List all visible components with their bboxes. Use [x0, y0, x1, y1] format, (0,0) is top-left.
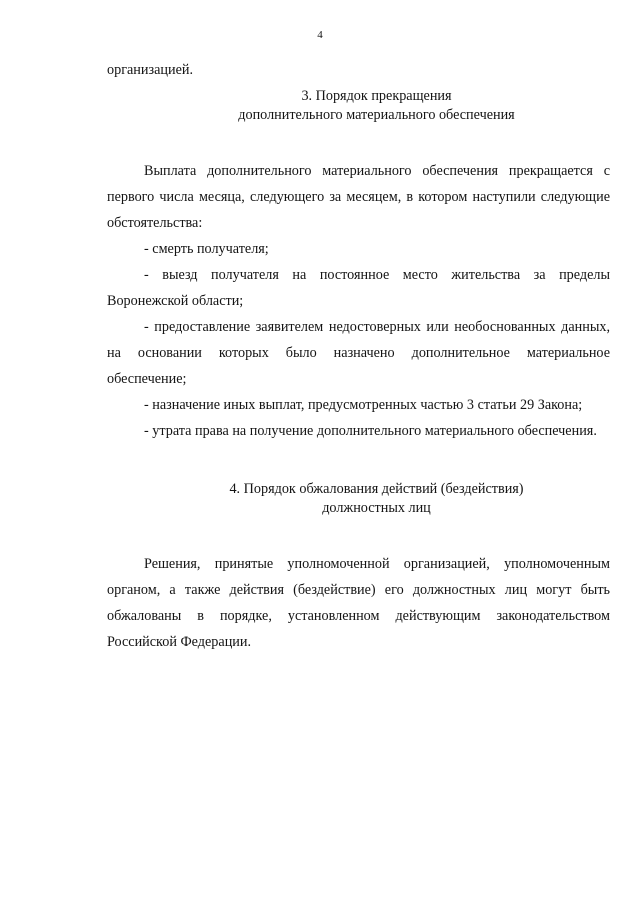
list-item: - утрата права на получение дополнительного материального обеспечения.: [144, 423, 597, 439]
list-item: - выезд получателя на постоянное место жительства за пределы Воронежской области;: [107, 267, 610, 309]
page-number: 4: [317, 29, 323, 41]
section-4-heading-line1: 4. Порядок обжалования действий (бездействия): [229, 481, 524, 497]
document-body: [107, 57, 610, 655]
section-3-heading: [107, 87, 610, 125]
list-item: - смерть получателя;: [144, 241, 269, 257]
section-3-heading-line1: 3. Порядок прекращения: [301, 88, 452, 104]
section-3-heading-line2: дополнительного материального обеспечения: [238, 107, 515, 123]
section-4-text: Решения, принятые уполномоченной организацией, уполномоченным органом, а также действия (бездействие) его должностных лиц могут быть обжалованы в порядке, установленном действующим законодательством Российской Федерации.: [107, 556, 610, 650]
spacer: [107, 444, 610, 480]
section-4-heading-line2: должностных лиц: [322, 500, 431, 516]
section-4-heading: [107, 480, 610, 518]
spacer: [107, 125, 610, 158]
section-3-intro: Выплата дополнительного материального обеспечения прекращается с первого числа месяца, следующего за месяцем, в котором наступили следующие обстоятельства:: [107, 163, 610, 231]
list-item: - назначение иных выплат, предусмотренных частью 3 статьи 29 Закона;: [144, 397, 583, 413]
continuation-line: организацией.: [107, 62, 194, 78]
list-item: - предоставление заявителем недостоверных или необоснованных данных, на основании которых было назначено дополнительное материальное обеспечение;: [107, 319, 610, 387]
spacer: [107, 518, 610, 551]
